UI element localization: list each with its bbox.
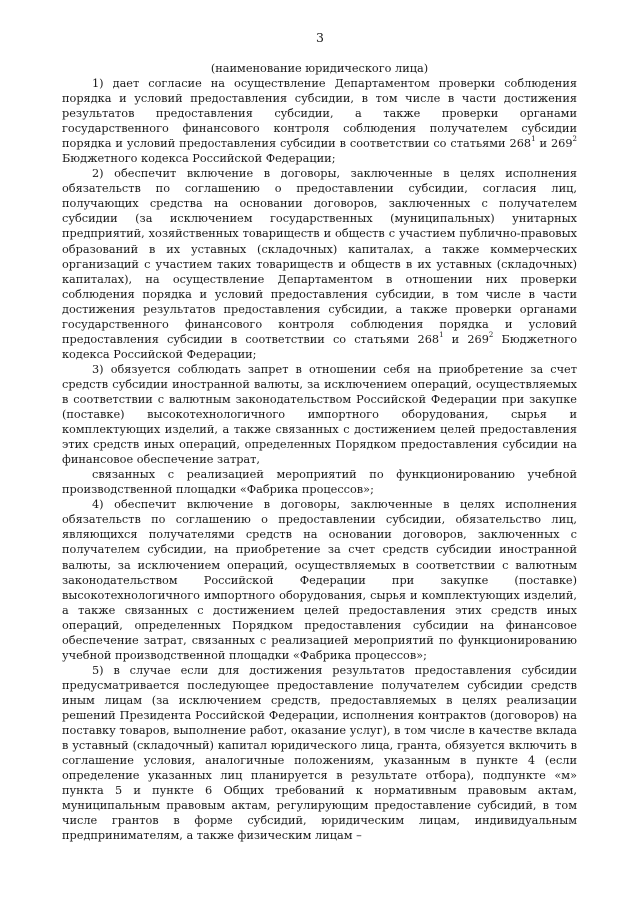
paragraph-3-continuation: связанных с реализацией мероприятий по функционированию учебной производственной площадки «Фабрика процессов»; [62,468,577,497]
paragraph-4: 4) обеспечит включение в договоры, заключенные в целях исполнения обязательств по соглашению о предоставлении субсидии, обязательство лиц, являющихся получателями средств на основании договоров, заключенных с получателем субсидии, на приобретение за счет средств субсидии иностранной валюты, за исключением операций, осуществляемых в соответствии с валютным законодательством Российской Федерации при закупке (поставке) высокотехнологичного импортного оборудования, сырья и комплектующих изделий, а также связанных с достижением целей предоставления этих средств иных операций, определенных Порядком предоставления субсидии на финансовое обеспечение затрат, связанных с реализацией мероприятий по функционированию учебной производственной площадки «Фабрика процессов»; [62,498,577,662]
paragraph-3: 3) обязуется соблюдать запрет в отношении себя на приобретение за счет средств субсидии иностранной валюты, за исключением операций, осуществляемых в соответствии с валютным законодательством Российской Федерации при закупке (поставке) высокотехнологичного импортного оборудования, сырья и комплектующих изделий, а также связанных с достижением целей предоставления этих средств иных операций, определенных Порядком предоставления субсидии на финансовое обеспечение затрат, [62,362,577,467]
document-body [62,76,577,843]
page-number: 3 [316,30,324,45]
paragraph-1: 1) дает согласие на осуществление Департаментом проверки соблюдения порядка и условий предоставления субсидии, в том числе в части достижения результатов предоставления субсидии, а также проверки органами государственного финансового контроля соблюдения получателем субсидии порядка и условий предоставления субсидии в соответствии со статьями $268^1$ и $269^2$ Бюджетного кодекса Российской Федерации; [62,77,577,166]
paragraph-5: 5) в случае если для достижения результатов предоставления субсидии предусматривается последующее предоставление получателем субсидии средств иным лицам (за исключением средств, предоставляемых в целях реализации решений Президента Российской Федерации, исполнения контрактов (договоров) на поставку товаров, выполнение работ, оказание услуг), в том числе в качестве вклада в уставный (складочный) капитал юридического лица, гранта, обязуется включить в соглашение условия, аналогичные положениям, указанным в пункте 4 (если определение указанных лиц планируется в результате отбора), подпункте «м» пункта 5 и пункте 6 Общих требований к нормативным правовым актам, муниципальным правовым актам, регулирующим предоставление субсидий, в том числе грантов в форме субсидий, юридическим лицам, индивидуальным предпринимателям, а также физическим лицам – [62,663,577,843]
paragraph-2: 2) обеспечит включение в договоры, заключенные в целях исполнения обязательств по соглашению о предоставлении субсидии, согласия лиц, получающих средства на основании договоров, заключенных с получателем субсидии (за исключением государственных (муниципальных) унитарных предприятий, хозяйственных товариществ и обществ с участием публично-правовых образований в их уставных (складочных) капиталах, а также коммерческих организаций с участием таких товариществ и обществ в их уставных (складочных) капиталах), на осуществление Департаментом в отношении них проверки соблюдения порядка и условий предоставления субсидии, в том числе в части достижения результатов предоставления субсидии, а также проверки органами государственного финансового контроля соблюдения порядка и условий предоставления субсидии в соответствии со статьями $268^1$ и $269^2$ Бюджетного кодекса Российской Федерации; [62,167,577,361]
legal-entity-caption: (наименование юридического лица) [210,62,429,75]
